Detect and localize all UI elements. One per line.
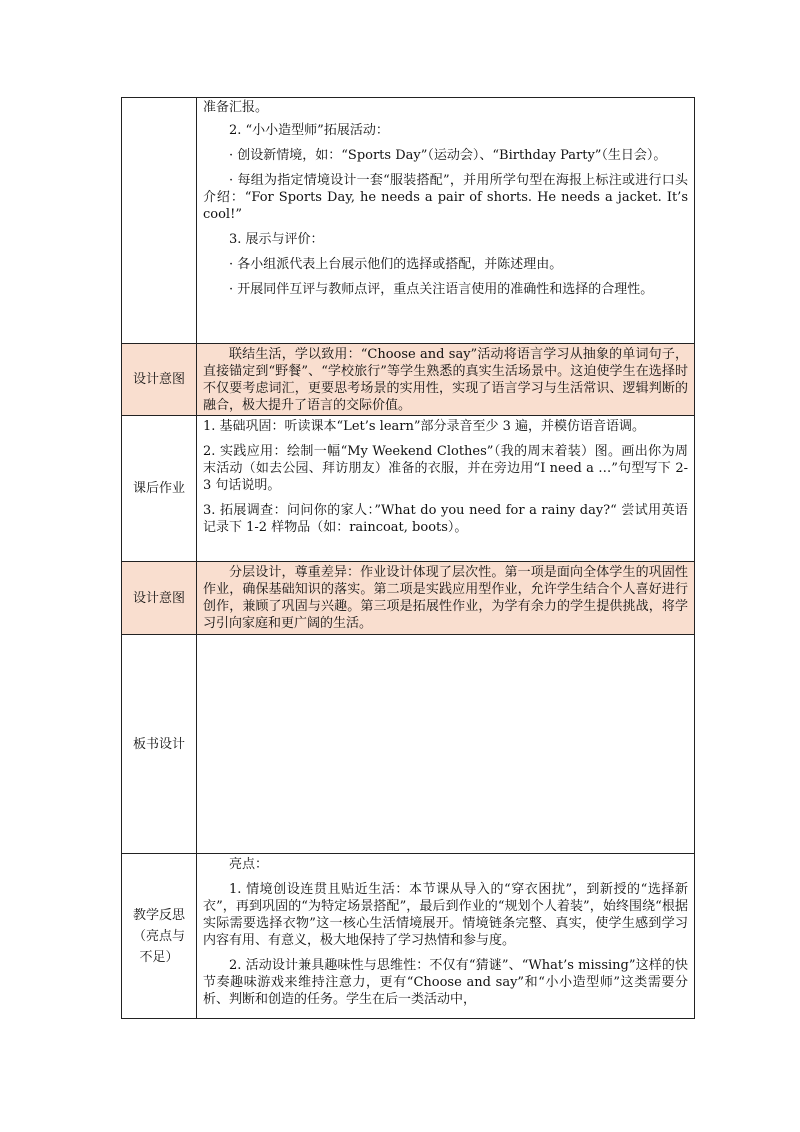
activity-line: · 开展同伴互评与教师点评，重点关注语言使用的准确性和选择的合理性。 <box>229 282 654 297</box>
design-intent-content <box>197 344 695 416</box>
reflection-label-cell <box>122 854 197 1019</box>
activity-label-cell <box>122 98 197 344</box>
activity-line: · 创设新情境，如：“Sports Day”（运动会）、“Birthday Party”（生日会）。 <box>229 148 667 163</box>
reflection-heading: 亮点： <box>229 857 269 872</box>
board-design-label: 板书设计 <box>122 635 197 854</box>
reflection-content <box>197 854 695 1019</box>
reflection-paragraph: 1. 情境创设连贯且贴近生活：本节课从导入的“穿衣困扰”，到新授的“选择新衣”，再到巩固的“为特定场景搭配”，最后到作业的“规划个人着装”，始终围绕“根据实际需要选择衣物”这一核心生活情境展开。情境链条完整、真实，使学生感到学习内容有用、有意义，极大地保持了学习热情和参与度。 <box>203 882 688 948</box>
homework-item: 3. 拓展调查：问问你的家人：”What do you need for a rainy day?“ 尝试用英语记录下 1-2 样物品（如：raincoat, boots）。 <box>203 503 688 535</box>
reflection-row <box>122 854 695 1019</box>
homework-item: 1. 基础巩固：听读课本“Let’s learn”部分录音至少 3 遍，并模仿语音语调。 <box>203 419 646 434</box>
homework-content <box>197 416 695 562</box>
board-design-row <box>122 635 695 854</box>
activity-line: 3. 展示与评价： <box>229 232 324 247</box>
homework-label: 课后作业 <box>122 416 197 562</box>
reflection-label: 教学反思 <box>132 907 185 923</box>
design-intent-label: 设计意图 <box>122 562 197 635</box>
board-design-content <box>197 635 695 854</box>
reflection-sublabel: （亮点与 <box>132 928 185 944</box>
design-intent-content <box>197 562 695 635</box>
activity-line: · 各小组派代表上台展示他们的选择或搭配，并陈述理由。 <box>229 257 563 272</box>
reflection-paragraph: 2. 活动设计兼具趣味性与思维性：不仅有“猜谜”、“What’s missing”这样的快节奏趣味游戏来维持注意力，更有“Choose and say”和“小小造型师”这类需要分析、判断和创造的任务。学生在后一类活动中， <box>203 958 688 1007</box>
homework-item: 2. 实践应用：绘制一幅“My Weekend Clothes”（我的周末着装）图。画出你为周末活动（如去公园、拜访朋友）准备的衣服，并在旁边用“I need a …”句型写下 2-3 句话说明。 <box>203 444 688 493</box>
activity-row <box>122 98 695 344</box>
activity-line: 2. “小小造型师”拓展活动： <box>229 123 389 138</box>
activity-content-cell <box>197 98 695 344</box>
homework-row <box>122 416 695 562</box>
activity-line: · 每组为指定情境设计一套“服装搭配”，并用所学句型在海报上标注或进行口头介绍：“For Sports Day, he needs a pair of shorts. He needs a jacket. It’s cool!” <box>203 173 688 222</box>
design-intent-row-1 <box>122 344 695 416</box>
lesson-plan-table <box>121 97 695 1019</box>
activity-line: 准备汇报。 <box>203 100 269 115</box>
reflection-sublabel: 不足） <box>139 949 179 965</box>
design-intent-label: 设计意图 <box>122 344 197 416</box>
design-intent-text: 联结生活，学以致用：“Choose and say”活动将语言学习从抽象的单词句子，直接锚定到“野餐”、“学校旅行”等学生熟悉的真实生活场景中。这迫使学生在选择时不仅要考虑词汇，更要思考场景的实用性，实现了语言学习与生活常识、逻辑判断的融合，极大提升了语言的交际价值。 <box>203 347 688 413</box>
design-intent-row-2 <box>122 562 695 635</box>
design-intent-text: 分层设计，尊重差异：作业设计体现了层次性。第一项是面向全体学生的巩固性作业，确保基础知识的落实。第二项是实践应用型作业，允许学生结合个人喜好进行创作，兼顾了巩固与兴趣。第三项是拓展性作业，为学有余力的学生提供挑战，将学习引向家庭和更广阔的生活。 <box>203 565 688 631</box>
